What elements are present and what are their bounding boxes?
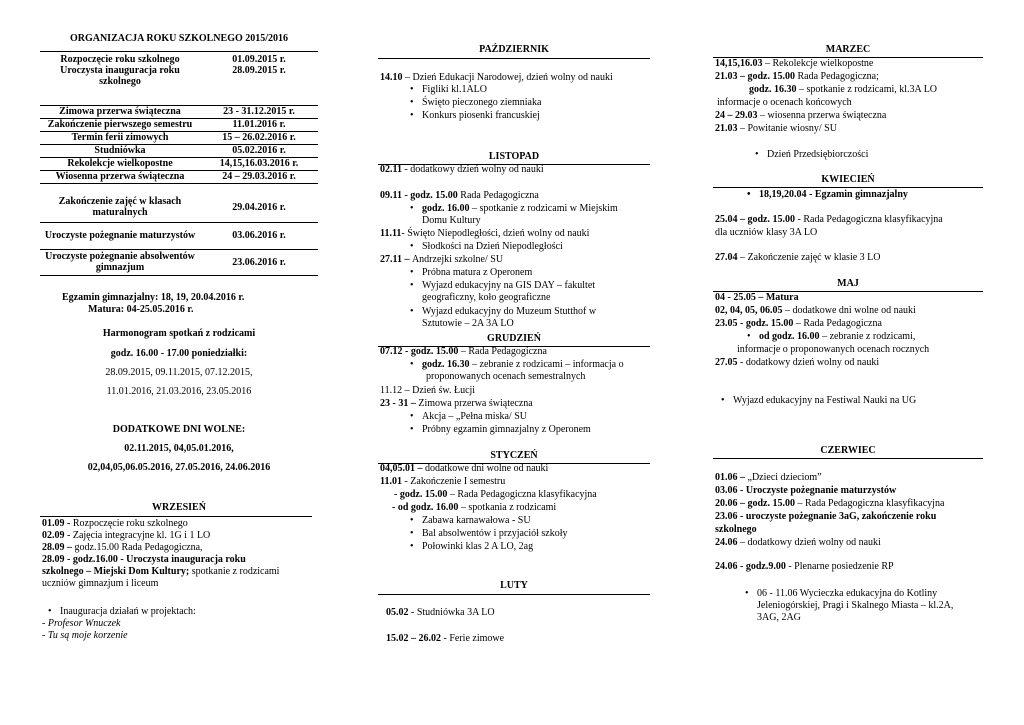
- event-line: 07.12 - godz. 15.00 – Rada Pedagogiczna: [380, 346, 547, 357]
- event-line: 04,05.01 – dodatkowe dni wolne od nauki: [380, 463, 549, 474]
- section-title-styczen: STYCZEŃ: [490, 450, 538, 461]
- event-line: 23 - 31 – Zimowa przerwa świąteczna: [380, 398, 533, 409]
- section-title-marzec: MARZEC: [825, 44, 871, 55]
- section-title-listopad: LISTOPAD: [488, 151, 540, 162]
- row-label: Rekolekcje wielkopostne: [40, 157, 200, 170]
- event-line: 03.06 - Uroczyste pożegnanie maturzystów: [715, 485, 897, 496]
- bullet-item: • 06 - 11.06 Wycieczka edukacyjna do Kotliny: [757, 588, 937, 600]
- meetings-time: godz. 16.00 - 17.00 poniedziałki:: [110, 348, 248, 359]
- bullet-continuation: proponowanych ocenach semestralnych: [426, 371, 586, 382]
- bullet-item: • Akcja – „Pełna miska/ SU: [422, 411, 527, 423]
- divider: [378, 58, 650, 59]
- event-line: 27.11 – Andrzejki szkolne/ SU: [380, 254, 504, 265]
- event-line: 01.09 - Rozpoczęcie roku szkolnego: [42, 518, 188, 529]
- event-line: 14,15,16.03 – Rekolekcje wielkopostne: [715, 58, 874, 69]
- section-title-pazdziernik: PAŹDZIERNIK: [479, 44, 549, 55]
- event-line: szkolnego – Miejski Dom Kultury; spotkanie z rodzicami: [42, 566, 280, 577]
- bullet-item: • Wyjazd edukacyjny na Festiwal Nauki na UG: [733, 395, 916, 407]
- bullet-item: • Słodkości na Dzień Niepodległości: [422, 241, 563, 253]
- divider: [713, 187, 983, 188]
- event-line: 23.06 - uroczyste pożegnanie 3aG, zakończenie roku: [715, 511, 937, 522]
- bullet-continuation: geograficzny, koło geograficzne: [422, 292, 551, 303]
- row-label: Uroczyste pożegnanie absolwentów gimnazjum: [40, 249, 200, 275]
- divider: [40, 516, 312, 517]
- event-line: informacje o ocenach końcowych: [717, 97, 852, 108]
- table-row: [40, 157, 318, 170]
- event-line: 02.11 - dodatkowy dzień wolny od nauki: [380, 164, 544, 175]
- event-line: 20.06 – godz. 15.00 – Rada Pedagogiczna klasyfikacyjna: [715, 498, 945, 509]
- bullet-item: • Wyjazd edukacyjny na GIS DAY – fakultet: [422, 280, 595, 292]
- event-line: 24 – 29.03 – wiosenna przerwa świąteczna: [715, 110, 887, 121]
- section-title-kwiecien: KWIECIEŃ: [821, 174, 875, 185]
- divider: [40, 51, 318, 52]
- event-line: uczniów gimnazjum i liceum: [42, 578, 159, 589]
- table-row: [40, 118, 318, 131]
- row-value: 05.02.2016 r.: [200, 144, 318, 157]
- row-value: 01.09.2015 r.: [232, 53, 286, 65]
- section-title-grudzien: GRUDZIEŃ: [487, 333, 541, 344]
- row-value: 23.06.2016 r.: [200, 249, 318, 275]
- row-label: Uroczyste pożegnanie maturzystów: [40, 222, 200, 249]
- row-label: Zakończenie zajęć w klasach maturalnych: [58, 196, 182, 219]
- row-value: 23 - 31.12.2015 r.: [200, 105, 318, 118]
- table-row: [40, 53, 318, 65]
- table-row: [40, 170, 318, 183]
- bullet-item: • od godz. 16.00 – zebranie z rodzicami,: [759, 331, 915, 343]
- section-title-maj: MAJ: [837, 278, 859, 289]
- divider: [713, 458, 983, 459]
- row-label: Rozpoczęcie roku szkolnego: [60, 53, 180, 65]
- bullet-item: • Święto pieczonego ziemniaka: [422, 97, 541, 109]
- bullet-item: • Inauguracja działań w projektach:: [60, 606, 196, 618]
- bullet-item: • Bal absolwentów i przyjaciół szkoły: [422, 528, 568, 540]
- event-line: 28.09 - godz.16.00 - Uroczysta inauguracja roku: [42, 554, 246, 565]
- section-title-luty: LUTY: [500, 580, 528, 591]
- event-line: 21.03 – Powitanie wiosny/ SU: [715, 123, 837, 134]
- row-label: Zakończenie pierwszego semestru: [40, 118, 200, 131]
- free-days-title: DODATKOWE DNI WOLNE:: [112, 424, 246, 435]
- row-value: 24 – 29.03.2016 r.: [200, 170, 318, 183]
- bullet-item: • godz. 16.00 – spotkanie z rodzicami w Miejskim: [422, 203, 618, 215]
- row-value: 15 – 26.02.2016 r.: [200, 131, 318, 144]
- table-row: [40, 131, 318, 144]
- divider: [378, 594, 650, 595]
- table-row: [40, 222, 318, 249]
- section-title-czerwiec: CZERWIEC: [820, 445, 876, 456]
- table-row: [40, 105, 318, 118]
- bullet-item: • Figliki kl.1ALO: [422, 84, 487, 96]
- bullet-continuation: Jeleniogórskiej, Pragi i Skalnego Miasta – kl.2A,: [757, 600, 954, 611]
- event-line: - godz. 15.00 – Rada Pedagogiczna klasyfikacyjna: [394, 489, 597, 500]
- spacer-row: [40, 183, 318, 193]
- bullet-item: • 18,19,20.04 - Egzamin gimnazjalny: [759, 189, 908, 201]
- bullet-item: • godz. 16.30 – zebranie z rodzicami – informacja o: [422, 359, 624, 371]
- event-line: 27.04 – Zakończenie zajęć w klasie 3 LO: [715, 252, 881, 263]
- event-line: 23.05 - godz. 15.00 – Rada Pedagogiczna: [715, 318, 882, 329]
- event-line: godz. 16.30 – spotkanie z rodzicami, kl.3A LO: [749, 84, 938, 95]
- row-label: Uroczysta inauguracja roku szkolnego: [60, 65, 180, 87]
- meetings-dates-2: 11.01.2016, 21.03.2016, 23.05.2016: [106, 386, 252, 397]
- document-title: ORGANIZACJA ROKU SZKOLNEGO 2015/2016: [69, 33, 289, 44]
- meetings-dates-1: 28.09.2015, 09.11.2015, 07.12.2015,: [105, 367, 253, 378]
- meetings-title: Harmonogram spotkań z rodzicami: [102, 328, 256, 339]
- bullet-item: • Próbna matura z Operonem: [422, 267, 532, 279]
- row-value: 03.06.2016 r.: [200, 222, 318, 249]
- event-line: 15.02 – 26.02 - Ferie zimowe: [386, 633, 505, 644]
- event-line: 24.06 - godz.9.00 - Plenarne posiedzenie RP: [715, 561, 894, 572]
- bullet-item: • Wyjazd edukacyjny do Muzeum Stutthof w: [422, 306, 596, 318]
- event-line: 09.11 - godz. 15.00 Rada Pedagogiczna: [380, 190, 539, 201]
- project-item: - Profesor Wnuczek: [42, 618, 121, 629]
- event-line: 11.12 – Dzień św. Łucji: [380, 385, 476, 396]
- event-line: szkolnego: [715, 524, 757, 535]
- event-line: informacje o proponowanych ocenach rocznych: [737, 344, 930, 355]
- event-line: - od godz. 16.00 – spotkania z rodzicami: [392, 502, 557, 513]
- row-label: Wiosenna przerwa świąteczna: [40, 170, 200, 183]
- bullet-item: • Zabawa karnawałowa - SU: [422, 515, 531, 527]
- exam-matura: Matura: 04-25.05.2016 r.: [88, 304, 194, 315]
- event-line: 11.11- Święto Niepodległości, dzień wolny od nauki: [380, 228, 590, 239]
- event-line: 02, 04, 05, 06.05 – dodatkowe dni wolne od nauki: [715, 305, 916, 316]
- project-item: - Tu są moje korzenie: [42, 630, 128, 641]
- row-label: Termin ferii zimowych: [40, 131, 200, 144]
- bullet-item: • Połowinki klas 2 A LO, 2ag: [422, 541, 533, 553]
- organization-table: [40, 53, 318, 276]
- row-value: 14,15,16.03.2016 r.: [200, 157, 318, 170]
- bullet-item: • Próbny egzamin gimnazjalny z Operonem: [422, 424, 591, 436]
- event-line: dla uczniów klasy 3A LO: [715, 227, 818, 238]
- event-line: 11.01 - Zakończenie I semestru: [380, 476, 506, 487]
- free-days-2: 02,04,05,06.05.2016, 27.05.2016, 24.06.2016: [87, 462, 271, 473]
- section-title-wrzesien: WRZESIEŃ: [152, 502, 206, 513]
- spacer-row: [40, 91, 318, 105]
- bullet-continuation: 3AG, 2AG: [757, 612, 801, 623]
- row-value: 28.09.2015 r.: [232, 65, 286, 76]
- event-line: 27.05 - dodatkowy dzień wolny od nauki: [715, 357, 880, 368]
- event-line: 21.03 – godz. 15.00 Rada Pedagogiczna;: [715, 71, 879, 82]
- table-row: [40, 193, 318, 222]
- event-line: 24.06 – dodatkowy dzień wolny od nauki: [715, 537, 881, 548]
- bullet-item: • Dzień Przedsiębiorczości: [767, 149, 868, 161]
- row-value: 29.04.2016 r.: [232, 201, 286, 213]
- event-line: 04 - 25.05 – Matura: [715, 292, 799, 303]
- table-row: [40, 144, 318, 157]
- event-line: 02.09 - Zajęcia integracyjne kl. 1G i 1 LO: [42, 530, 211, 541]
- event-line: 01.06 – „Dzieci dzieciom”: [715, 472, 822, 483]
- event-line: 14.10 – Dzień Edukacji Narodowej, dzień wolny od nauki: [380, 72, 613, 83]
- free-days-1: 02.11.2015, 04,05.01.2016,: [124, 443, 234, 454]
- table-row: [40, 65, 318, 91]
- table-row: [40, 249, 318, 275]
- row-label: Zimowa przerwa świąteczna: [40, 105, 200, 118]
- bullet-item: • Konkurs piosenki francuskiej: [422, 110, 540, 122]
- exam-gimnazjum: Egzamin gimnazjalny: 18, 19, 20.04.2016 r.: [62, 292, 245, 303]
- event-line: 25.04 – godz. 15.00 - Rada Pedagogiczna klasyfikacyjna: [715, 214, 943, 225]
- event-line: 05.02 - Studniówka 3A LO: [386, 607, 495, 618]
- event-line: 28.09 – godz.15.00 Rada Pedagogiczna,: [42, 542, 203, 553]
- bullet-continuation: Sztutowie – 2A 3A LO: [422, 318, 514, 329]
- bullet-continuation: Domu Kultury: [422, 215, 481, 226]
- row-label: Studniówka: [40, 144, 200, 157]
- row-value: 11.01.2016 r.: [200, 118, 318, 131]
